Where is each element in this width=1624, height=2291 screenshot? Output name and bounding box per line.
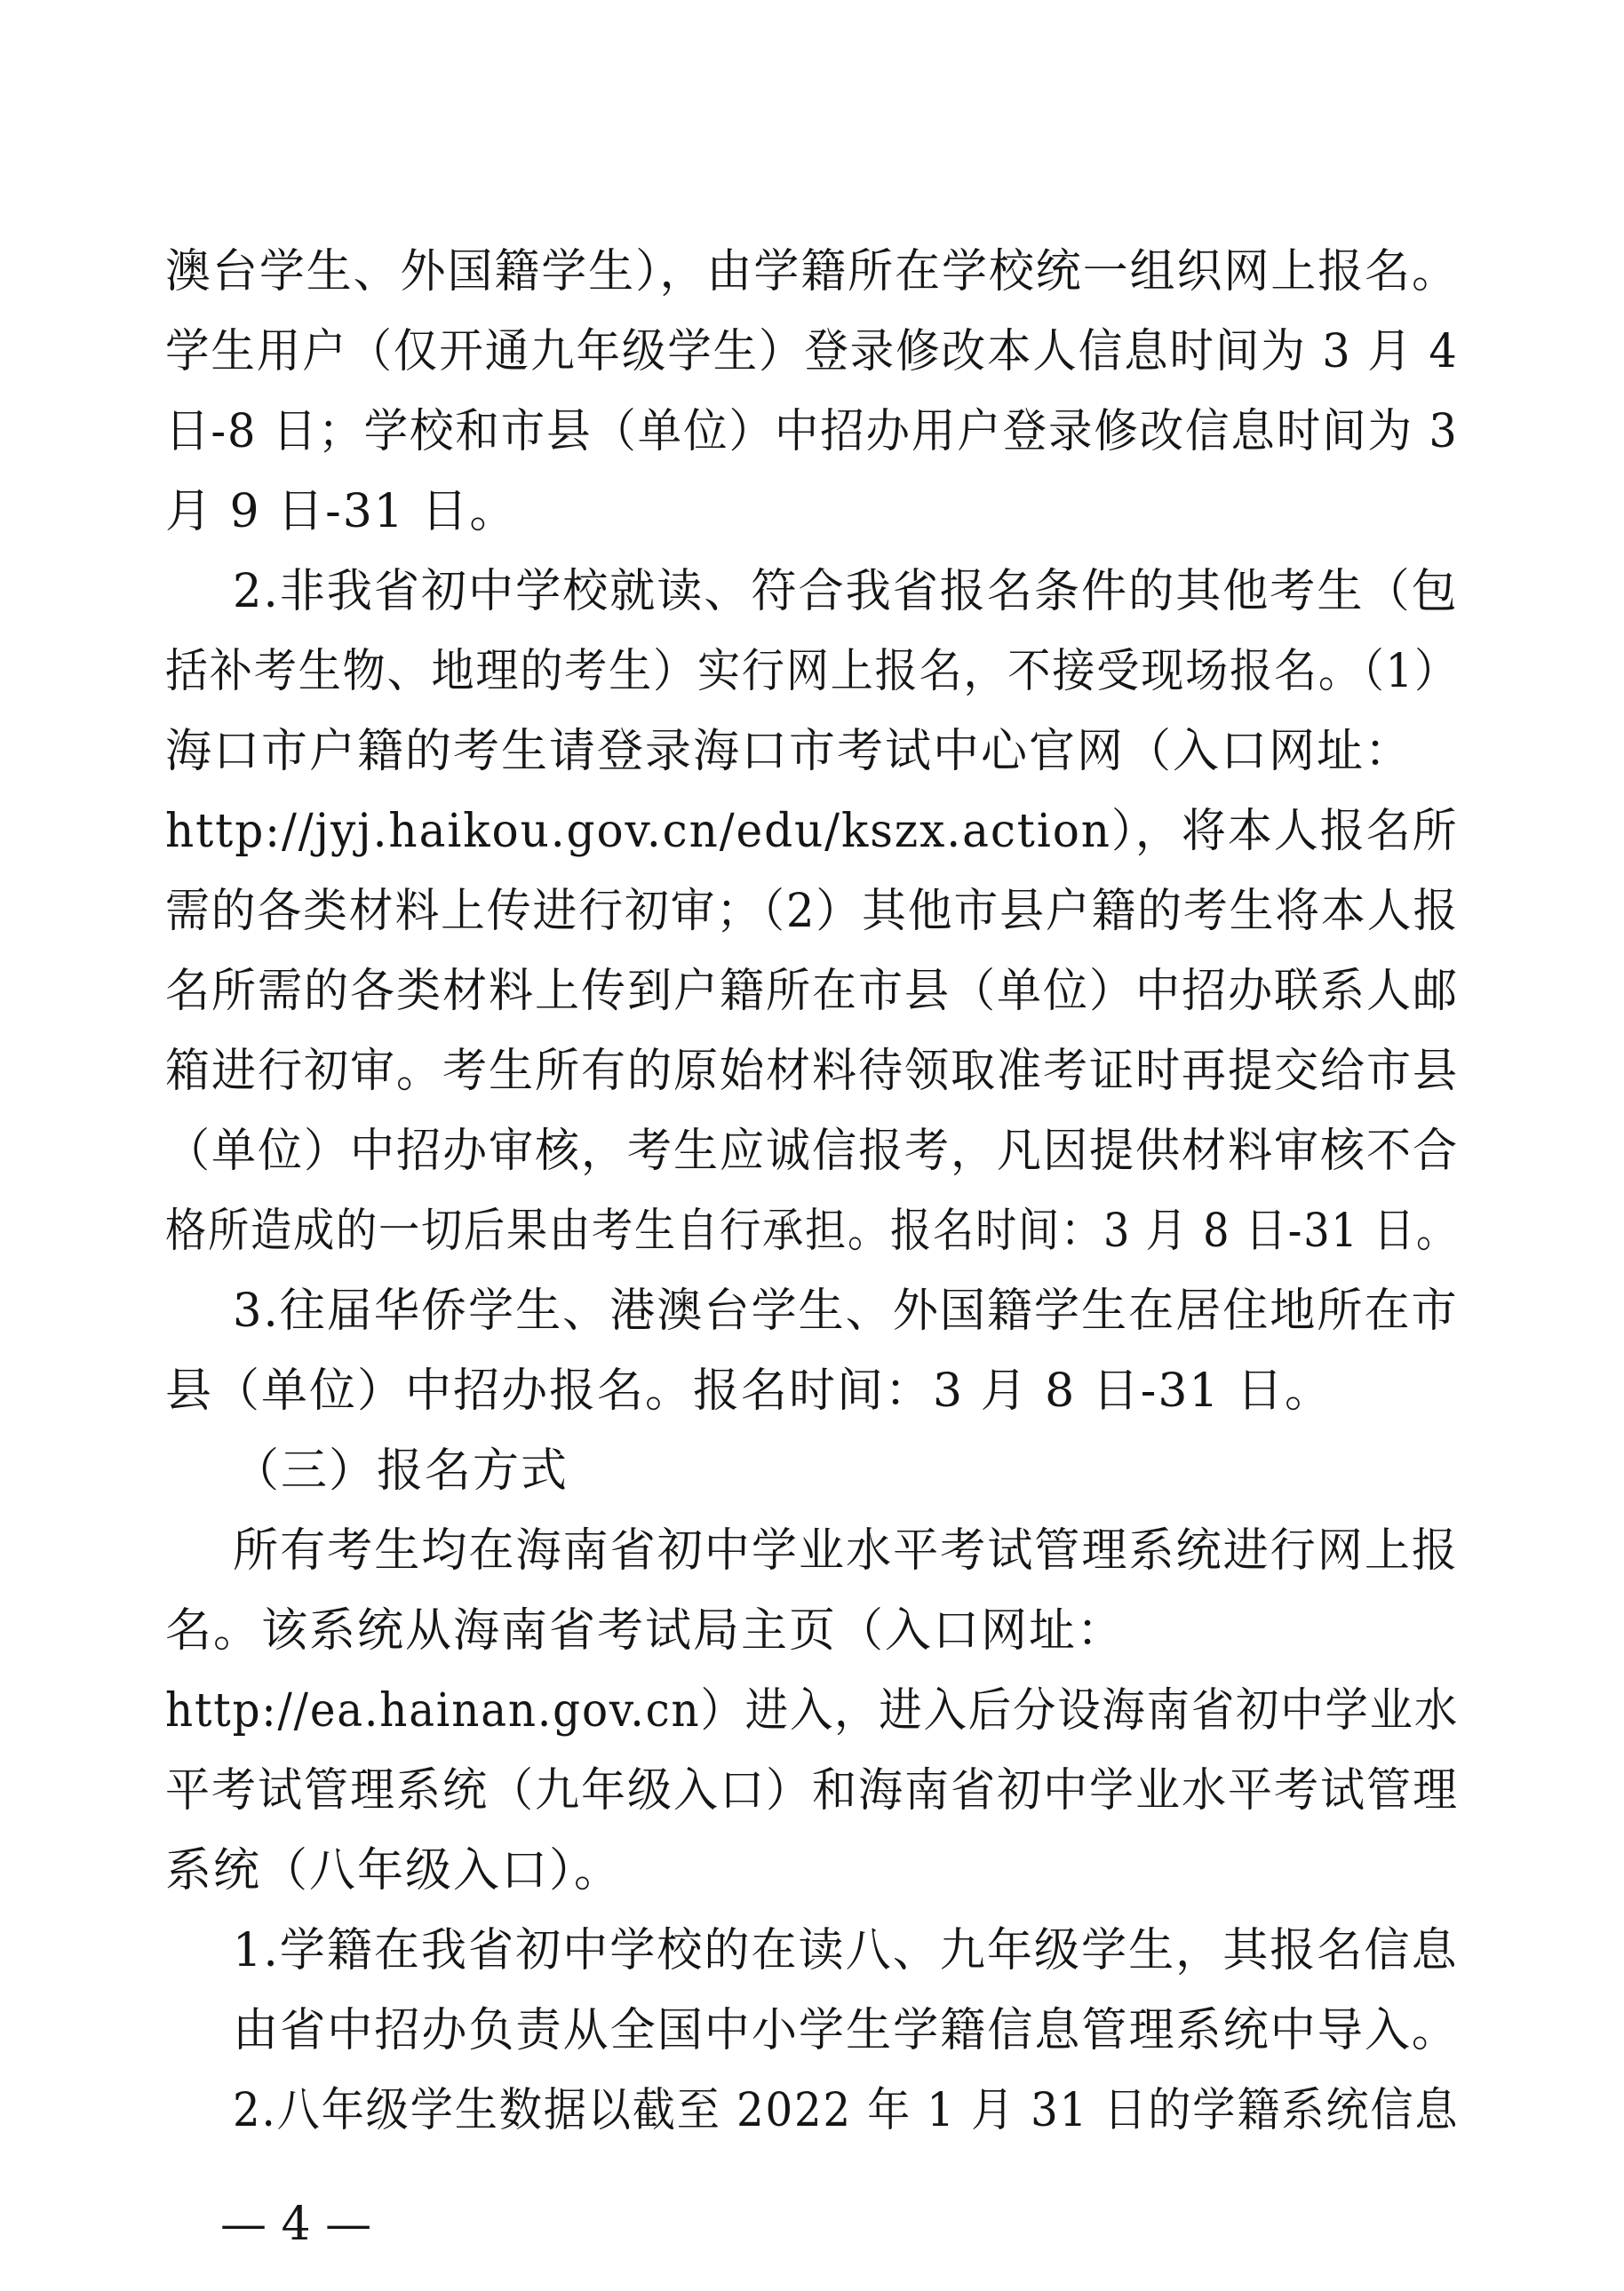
text-line: 日-8 日；学校和市县（单位）中招办用户登录修改信息时间为 3 xyxy=(165,405,1459,458)
text-line: 月 9 日-31 日。 xyxy=(165,485,518,538)
text-line: 括补考生物、地理的考生）实行网上报名，不接受现场报名。（1） xyxy=(165,645,1460,698)
text-line: 名。该系统从海南省考试局主页（入口网址： xyxy=(165,1604,1126,1658)
text-line: 2.非我省初中学校就读、符合我省报名条件的其他考生（包 xyxy=(233,565,1459,618)
text-line: 平考试管理系统（九年级入口）和海南省初中学业水平考试管理 xyxy=(165,1764,1460,1818)
text-line: 需的各类材料上传进行初审；（2）其他市县户籍的考生将本人报 xyxy=(165,885,1460,938)
text-line: http://jyj.haikou.gov.cn/edu/kszx.action），将本人报名所 xyxy=(165,805,1459,858)
text-line: 3.往届华侨学生、港澳台学生、外国籍学生在居住地所在市 xyxy=(233,1285,1459,1338)
text-line: 箱进行初审。考生所有的原始材料待领取准考证时再提交给市县 xyxy=(165,1045,1460,1098)
text-line: 格所造成的一切后果由考生自行承担。报名时间：3 月 8 日-31 日。 xyxy=(165,1205,1460,1258)
section-heading: （三）报名方式 xyxy=(233,1444,569,1498)
text-line: 1.学籍在我省初中学校的在读八、九年级学生，其报名信息 xyxy=(233,1924,1459,1977)
text-line: 名所需的各类材料上传到户籍所在市县（单位）中招办联系人邮 xyxy=(165,965,1460,1018)
text-line: 海口市户籍的考生请登录海口市考试中心官网（入口网址： xyxy=(165,725,1413,778)
text-line: 系统（八年级入口）。 xyxy=(165,1844,623,1897)
text-line: 学生用户（仅开通九年级学生）登录修改本人信息时间为 3 月 4 xyxy=(165,325,1459,378)
text-line: 县（单位）中招办报名。报名时间：3 月 8 日-31 日。 xyxy=(165,1364,1333,1418)
text-line: 所有考生均在海南省初中学业水平考试管理系统进行网上报 xyxy=(233,1524,1460,1578)
page-number: — 4 — xyxy=(220,2198,372,2251)
text-line: 澳台学生、外国籍学生），由学籍所在学校统一组织网上报名。 xyxy=(165,245,1459,298)
text-line: （单位）中招办审核，考生应诚信报考，凡因提供材料审核不合 xyxy=(165,1125,1460,1178)
text-line: 由省中招办负责从全国中小学生学籍信息管理系统中导入。 xyxy=(233,2004,1460,2057)
text-line: 2.八年级学生数据以截至 2022 年 1 月 31 日的学籍系统信息 xyxy=(233,2084,1460,2137)
text-line: http://ea.hainan.gov.cn）进入，进入后分设海南省初中学业水 xyxy=(165,1684,1460,1738)
